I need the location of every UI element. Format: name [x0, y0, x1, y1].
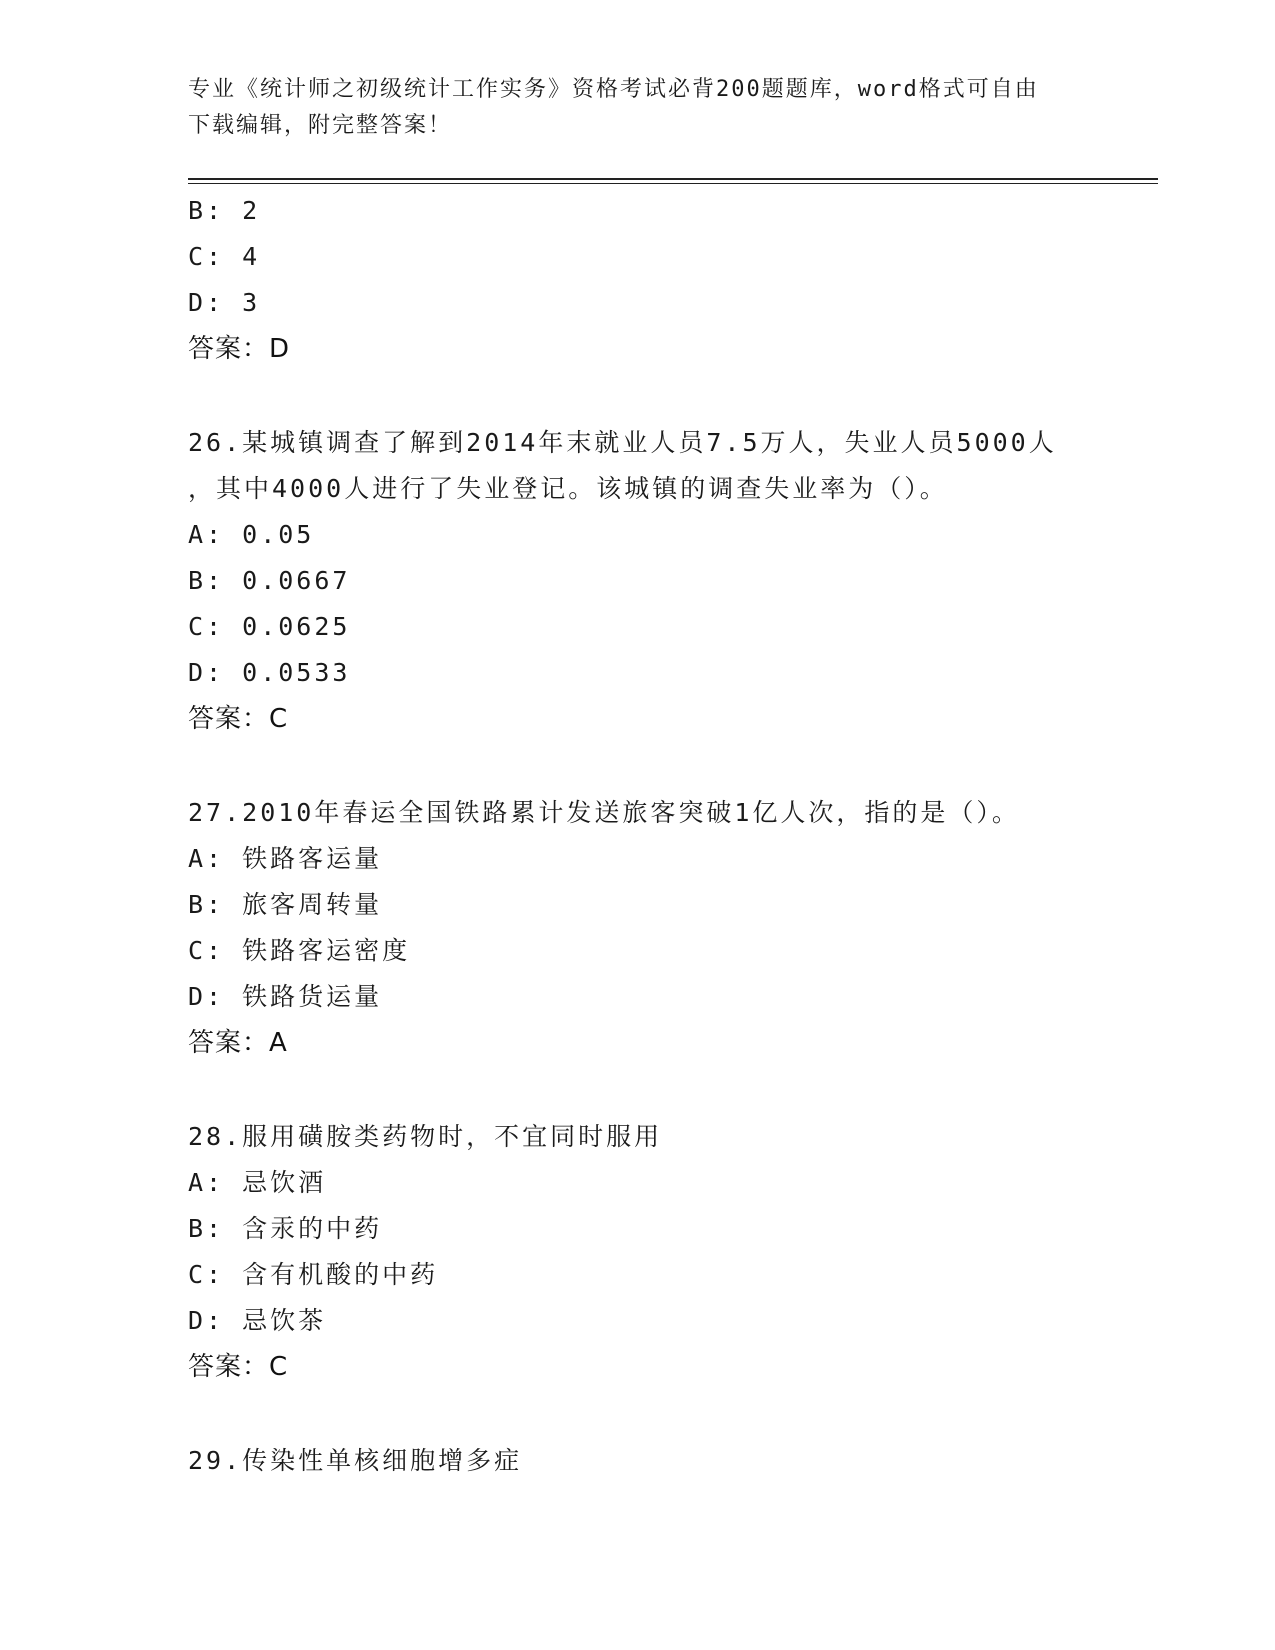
option-c: C: 4	[188, 242, 261, 271]
question-stem: 29.传染性单核细胞增多症	[188, 1446, 523, 1475]
question-28	[188, 1114, 1168, 1390]
question-stem: 27.2010年春运全国铁路累计发送旅客突破1亿人次，指的是（）。	[188, 798, 1020, 827]
document-body	[188, 188, 1168, 1484]
spacer	[188, 1066, 1168, 1110]
answer-line: 答案：A	[188, 1028, 288, 1058]
question-27	[188, 790, 1168, 1066]
option-d: D: 铁路货运量	[188, 982, 383, 1011]
answer-line: 答案：D	[188, 334, 291, 364]
spacer	[188, 1390, 1168, 1434]
option-c: C: 0.0625	[188, 612, 351, 641]
option-c: C: 铁路客运密度	[188, 936, 411, 965]
question-stem-continued: ，其中4000人进行了失业登记。该城镇的调查失业率为（）。	[188, 474, 948, 503]
option-d: D: 3	[188, 288, 261, 317]
question-26	[188, 420, 1168, 742]
option-d: D: 忌饮茶	[188, 1306, 327, 1335]
option-b: B: 含汞的中药	[188, 1214, 383, 1243]
header-line-1: 专业《统计师之初级统计工作实务》资格考试必背200题题库，word格式可自由	[188, 77, 1039, 102]
document-header	[188, 72, 1088, 144]
option-c: C: 含有机酸的中药	[188, 1260, 439, 1289]
header-line-2: 下载编辑，附完整答案！	[188, 113, 453, 138]
option-b: B: 2	[188, 196, 261, 225]
question-29	[188, 1438, 1168, 1484]
header-divider	[188, 178, 1158, 184]
option-a: A: 铁路客运量	[188, 844, 383, 873]
answer-line: 答案：C	[188, 1352, 289, 1382]
option-a: A: 0.05	[188, 520, 315, 549]
answer-line: 答案：C	[188, 704, 289, 734]
option-a: A: 忌饮酒	[188, 1168, 327, 1197]
option-b: B: 旅客周转量	[188, 890, 383, 919]
option-b: B: 0.0667	[188, 566, 351, 595]
question-stem: 26.某城镇调查了解到2014年末就业人员7.5万人，失业人员5000人	[188, 428, 1057, 457]
question-25	[188, 188, 1168, 372]
spacer	[188, 372, 1168, 416]
question-stem: 28.服用磺胺类药物时，不宜同时服用	[188, 1122, 663, 1151]
spacer	[188, 742, 1168, 786]
option-d: D: 0.0533	[188, 658, 351, 687]
